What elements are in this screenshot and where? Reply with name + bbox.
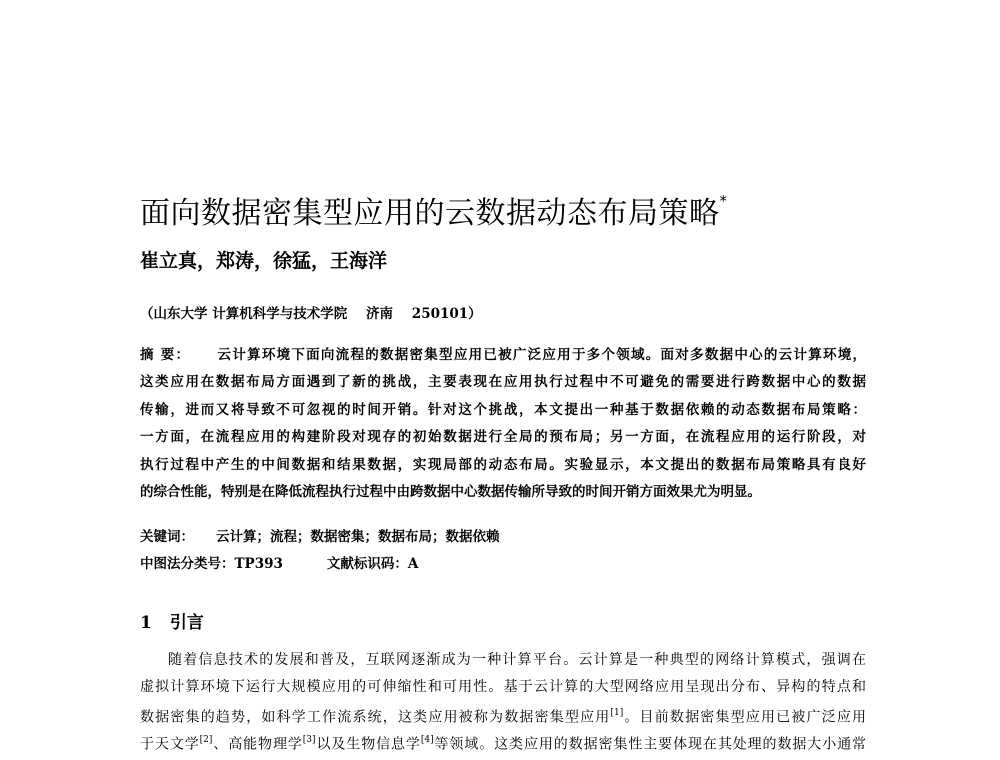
abstract-line: 一方面，在流程应用的构建阶段对现存的初始数据进行全局的预布局；另一方面，在流程应用的运行阶段，对	[140, 429, 866, 446]
abstract-line: 这类应用在数据布局方面遇到了新的挑战，主要表现在应用执行过程中不可避免的需要进行跨数据中心的数据	[140, 374, 866, 391]
citation-3: [3]	[302, 735, 316, 745]
section-number: 1	[140, 613, 152, 633]
abstract-line: 传输，进而又将导致不可忽视的时间开销。针对这个挑战，本文提出一种基于数据依赖的动态数据布局策略：	[140, 401, 866, 418]
doc-code-label: 文献标识码：	[326, 556, 408, 572]
citation-4: [4]	[420, 735, 434, 745]
citation-1: [1]	[610, 708, 624, 718]
affiliation: （山东大学 计算机科学与技术学院 济南 250101）	[140, 306, 482, 322]
abstract-line: 的综合性能，特别是在降低流程执行过程中由跨数据中心数据传输所导致的时间开销方面效果尤为明显。	[140, 483, 761, 500]
classification	[140, 552, 418, 572]
doc-code-value: A	[407, 556, 419, 572]
keywords	[140, 525, 500, 545]
keywords-text: 云计算；流程；数据密集；数据布局；数据依赖	[216, 529, 500, 545]
abstract-label: 摘 要：	[140, 347, 191, 363]
title-text: 面向数据密集型应用的云数据动态布局策略	[140, 196, 720, 231]
body-line: 于天文学[2]、高能物理学[3]以及生物信息学[4]等领域。这类应用的数据密集性主要体现在其处理的数据大小通常	[140, 735, 867, 753]
citation-2: [2]	[199, 735, 213, 745]
section-heading	[140, 608, 204, 633]
abstract-line: 执行过程中产生的中间数据和结果数据，实现局部的动态布局。实验显示，本文提出的数据布局策略具有良好	[140, 456, 866, 473]
paper-title	[140, 188, 728, 232]
keywords-label: 关键词：	[140, 529, 194, 545]
abstract-line: 摘 要： 云计算环境下面向流程的数据密集型应用已被广泛应用于多个领域。面对多数据中心的云计算环境，	[140, 347, 867, 363]
section-title: 引言	[169, 613, 204, 633]
body-text	[140, 650, 866, 758]
author-list: 崔立真，郑涛，徐猛，王海洋	[140, 250, 388, 272]
body-line: 虚拟计算环境下运行大规模应用的可伸缩性和可用性。基于云计算的大型网络应用呈现出分布、异构的特点和	[140, 679, 866, 695]
clc-value: TP393	[234, 556, 283, 572]
abstract	[140, 345, 866, 509]
body-line: 数据密集的趋势，如科学工作流系统，这类应用被称为数据密集型应用[1]。目前数据密集型应用已被广泛应用	[140, 708, 867, 726]
body-line: 随着信息技术的发展和普及，互联网逐渐成为一种计算平台。云计算是一种典型的网络计算模式，强调在	[168, 652, 866, 668]
clc-label: 中图法分类号：	[140, 556, 235, 572]
title-footnote-mark: *	[719, 192, 728, 210]
